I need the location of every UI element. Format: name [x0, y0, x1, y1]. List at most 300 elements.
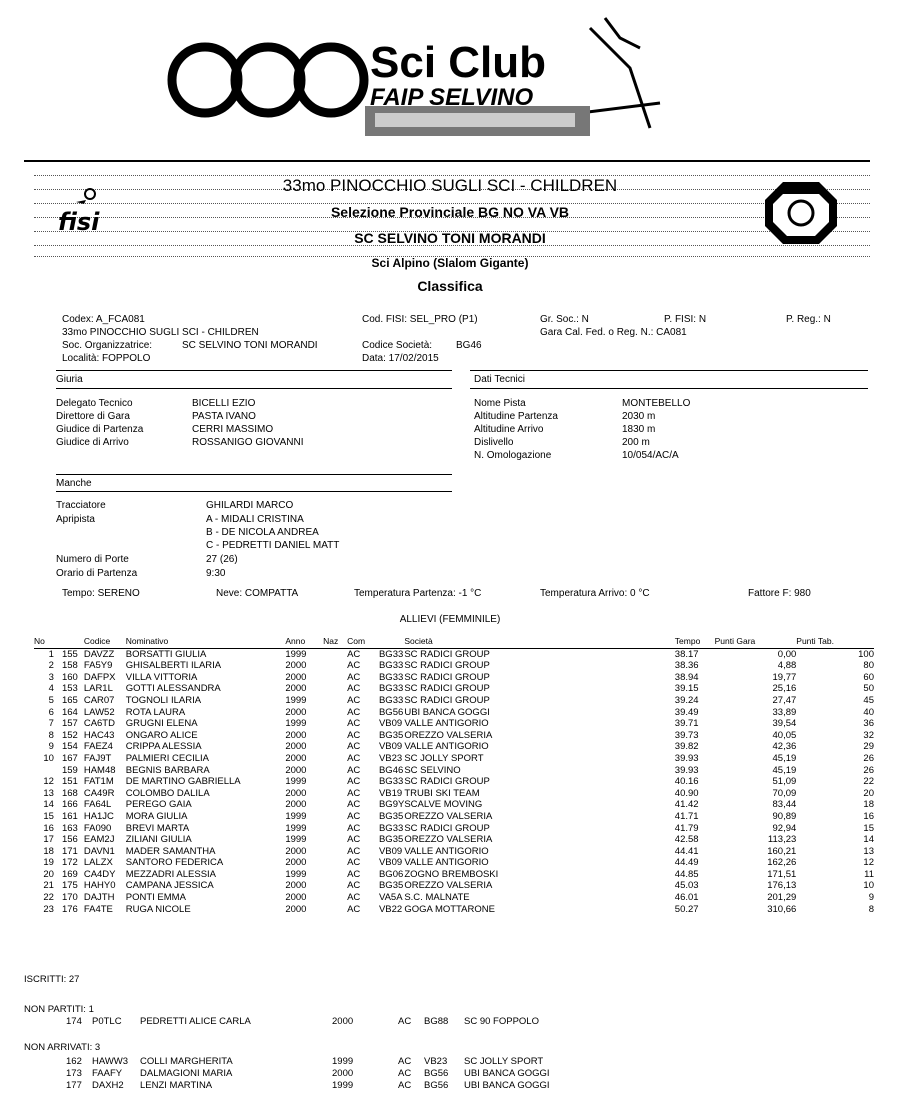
cell-bib: 157	[61, 718, 78, 730]
cell-bib: 158	[61, 660, 78, 672]
cell-com: AC	[347, 752, 361, 764]
cell-table-points: 26	[863, 764, 874, 776]
cell-year: 2000	[285, 880, 307, 892]
cell-code: FAJ9T	[83, 752, 112, 764]
cell-year: 1999	[285, 810, 307, 822]
section-rule	[56, 474, 452, 475]
cell-club-name: VALLE ANTIGORIO	[404, 718, 489, 730]
cell-bib: 170	[61, 892, 78, 904]
section-rule	[56, 388, 452, 389]
cell-club-name: OREZZO VALSERIA	[404, 729, 493, 741]
cell-club-name: S.C. MALNATE	[404, 892, 470, 904]
cell-time: 44.85	[674, 868, 699, 880]
cell-race-points: 33,89	[772, 706, 797, 718]
cell-year: 2000	[285, 787, 307, 799]
cell-naz	[323, 741, 347, 753]
cell-club-name: SC JOLLY SPORT	[464, 1056, 544, 1067]
cell-time: 41.79	[674, 822, 699, 834]
cell-code: FAT1M	[83, 776, 114, 788]
cell-code: CA4DY	[83, 868, 116, 880]
cell-code: FA64L	[83, 799, 112, 811]
temp-arrivo: Temperatura Arrivo: 0 °C	[540, 588, 650, 599]
cell-rank: 1	[48, 648, 54, 660]
cell-club-code: BG33	[378, 822, 404, 834]
dati-value: 2030 m	[622, 411, 656, 422]
non-partiti-title: NON PARTITI: 1	[24, 1004, 94, 1015]
cell-time: 46.01	[674, 892, 699, 904]
cell-rank: 12	[43, 776, 54, 788]
cell-naz	[323, 730, 347, 742]
table-row	[34, 683, 874, 695]
cell-year: 2000	[285, 764, 307, 776]
cell-table-points: 22	[863, 776, 874, 788]
cell-code: CAR07	[83, 694, 115, 706]
tracciatore-value: GHILARDI MARCO	[206, 500, 294, 511]
cell-year: 2000	[285, 741, 307, 753]
col-nominativo: Nominativo	[126, 636, 286, 648]
cell-table-points: 100	[858, 648, 874, 660]
cell-naz	[323, 857, 347, 869]
cell-race-points: 39,54	[772, 718, 797, 730]
cell-year: 1999	[285, 822, 307, 834]
cell-club-code: BG35	[378, 810, 404, 822]
section-rule	[56, 491, 452, 492]
apripista-b: B - DE NICOLA ANDREA	[206, 527, 319, 538]
col-punti-tab: Punti Tab.	[796, 636, 874, 648]
cell-naz	[323, 846, 347, 858]
cell-code: CA49R	[83, 787, 115, 799]
event-title: 33mo PINOCCHIO SUGLI SCI - CHILDREN	[282, 176, 618, 195]
cell-name: DE MARTINO GABRIELLA	[125, 776, 241, 788]
non-arrivati-title: NON ARRIVATI: 3	[24, 1042, 101, 1053]
cell-race-points: 113,23	[767, 834, 797, 846]
cell-bib: 169	[61, 868, 78, 880]
giuria-label: Giudice di Partenza	[56, 424, 144, 435]
cell-com: AC	[347, 660, 361, 672]
cell-club-code: BG35	[378, 880, 404, 892]
cell-time: 38.36	[674, 660, 699, 672]
cell-club-code: BG46	[378, 764, 404, 776]
manche-title: Manche	[56, 478, 92, 489]
cell-com: AC	[347, 729, 361, 741]
results-table	[34, 636, 874, 915]
tempo: Tempo: SERENO	[62, 588, 140, 599]
cell-table-points: 8	[868, 903, 874, 915]
cell-code: FA4TE	[83, 903, 113, 915]
col-punti-gara: Punti Gara	[715, 636, 797, 648]
cell-race-points: 70,09	[772, 787, 797, 799]
table-row	[34, 857, 874, 869]
cell-naz	[323, 776, 347, 788]
codice-soc-label: Codice Società:	[362, 340, 433, 351]
cell-year: 2000	[285, 660, 307, 672]
cell-time: 41.42	[674, 799, 699, 811]
neve: Neve: COMPATTA	[216, 588, 299, 599]
cell-rank: 13	[43, 787, 54, 799]
cell-table-points: 40	[863, 706, 874, 718]
dati-value: 200 m	[622, 437, 650, 448]
cell-club-name: SC JOLLY SPORT	[404, 752, 484, 764]
cell-code: FA090	[83, 822, 112, 834]
cell-name: MORA GIULIA	[125, 810, 188, 822]
cell-race-points: 176,13	[767, 880, 797, 892]
col-societa: Società	[404, 636, 674, 648]
cell-race-points: 171,51	[767, 868, 797, 880]
cell-naz	[323, 788, 347, 800]
cell-code: DAJTH	[83, 892, 115, 904]
cell-naz	[323, 799, 347, 811]
cell-bib: 174	[66, 1016, 82, 1027]
porte-value: 27 (26)	[206, 554, 238, 565]
cell-naz	[323, 904, 347, 916]
cell-race-points: 0,00	[777, 648, 797, 660]
cell-time: 39.24	[674, 694, 699, 706]
fattore: Fattore F: 980	[748, 588, 811, 599]
cell-com: AC	[347, 834, 361, 846]
cell-club-code: VB23	[424, 1056, 448, 1067]
cell-club-code: BG56	[424, 1080, 449, 1091]
cell-name: BEGNIS BARBARA	[125, 764, 210, 776]
cell-club-name: VALLE ANTIGORIO	[404, 845, 489, 857]
club-subtitle: FAIP SELVINO	[370, 84, 534, 111]
cell-club-name: UBI BANCA GOGGI	[404, 706, 490, 718]
cell-club-code: BG56	[424, 1068, 449, 1079]
table-row	[34, 823, 874, 835]
cell-time: 39.82	[674, 741, 699, 753]
col-anno: Anno	[285, 636, 323, 648]
cell-com: AC	[347, 868, 361, 880]
cell-bib: 163	[61, 822, 78, 834]
cell-name: PEREGO GAIA	[125, 799, 192, 811]
cell-name: ROTA LAURA	[125, 706, 186, 718]
cell-name: PALMIERI CECILIA	[125, 752, 209, 764]
cell-code: HAC43	[83, 729, 115, 741]
cell-bib: 155	[61, 648, 78, 660]
soc-org-value: SC SELVINO TONI MORANDI	[182, 340, 318, 351]
cell-year: 2000	[285, 752, 307, 764]
col-no: No	[34, 636, 54, 648]
giuria-label: Direttore di Gara	[56, 411, 130, 422]
event-name: 33mo PINOCCHIO SUGLI SCI - CHILDREN	[62, 327, 259, 338]
section-rule	[56, 370, 452, 371]
cell-year: 1999	[285, 834, 307, 846]
apripista-label: Apripista	[56, 514, 95, 525]
header-rule	[24, 160, 870, 162]
table-row	[34, 672, 874, 684]
cell-code: DAVN1	[83, 845, 115, 857]
codice-soc-value: BG46	[456, 340, 482, 351]
cell-name: CAMPANA JESSICA	[125, 880, 214, 892]
cell-club-code: BG33	[378, 660, 404, 672]
cell-club-name: SC RADICI GROUP	[404, 648, 490, 660]
cell-club-code: VB09	[378, 857, 403, 869]
giuria-value: PASTA IVANO	[192, 411, 256, 422]
selection-title: Selezione Provinciale BG NO VA VB	[330, 204, 570, 220]
category-title: ALLIEVI (FEMMINILE)	[399, 614, 501, 625]
cell-club-code: BG56	[378, 706, 404, 718]
cell-code: LAW52	[83, 706, 115, 718]
table-row	[34, 695, 874, 707]
cell-club-code: BG88	[424, 1016, 449, 1027]
cell-com: AC	[347, 845, 361, 857]
cell-club-name: VALLE ANTIGORIO	[404, 857, 489, 869]
cell-race-points: 27,47	[772, 694, 797, 706]
cell-name: ZILIANI GIULIA	[125, 834, 192, 846]
soc-org-label: Soc. Organizzatrice:	[62, 340, 153, 351]
cell-name: VILLA VITTORIA	[125, 671, 198, 683]
cell-year: 1999	[285, 718, 307, 730]
cell-year: 2000	[285, 892, 307, 904]
cell-year: 2000	[332, 1068, 354, 1079]
location: Località: FOPPOLO	[62, 353, 151, 364]
cell-club-code: VB09	[378, 845, 403, 857]
cell-race-points: 40,05	[772, 729, 797, 741]
cell-bib: 159	[61, 764, 78, 776]
dati-tecnici-title: Dati Tecnici	[474, 374, 525, 385]
col-com: Com	[347, 636, 379, 648]
cell-rank: 9	[48, 741, 54, 753]
cell-code: HAWW3	[92, 1056, 129, 1067]
cell-time: 45.03	[674, 880, 699, 892]
cell-com: AC	[347, 648, 361, 660]
cell-code: DAFPX	[83, 671, 116, 683]
cell-rank: 22	[43, 892, 54, 904]
codex: Codex: A_FCA081	[62, 314, 145, 325]
dati-value: 1830 m	[622, 424, 656, 435]
cell-com: AC	[347, 903, 361, 915]
cell-com: AC	[347, 892, 361, 904]
col-naz: Naz	[323, 636, 347, 648]
cell-name: COLOMBO DALILA	[125, 787, 210, 799]
cell-rank: 16	[43, 822, 54, 834]
cell-rank: 17	[43, 834, 54, 846]
cell-bib: 164	[61, 706, 78, 718]
cell-time: 44.49	[674, 857, 699, 869]
cell-bib: 153	[61, 683, 78, 695]
cell-naz	[323, 660, 347, 672]
cell-club-name: SC RADICI GROUP	[404, 671, 490, 683]
giuria-label: Giudice di Arrivo	[56, 437, 129, 448]
cell-time: 39.93	[674, 752, 699, 764]
cell-bib: 171	[61, 845, 78, 857]
table-row	[34, 730, 874, 742]
cell-name: GOTTI ALESSANDRA	[125, 683, 221, 695]
cell-rank: 19	[43, 857, 54, 869]
cell-name: PEDRETTI ALICE CARLA	[140, 1016, 251, 1027]
cell-race-points: 45,19	[772, 764, 797, 776]
cell-club-code: VA5A	[378, 892, 403, 904]
cell-club-name: TRUBI SKI TEAM	[404, 787, 480, 799]
cell-rank: 15	[43, 810, 54, 822]
section-rule	[470, 388, 868, 389]
cell-club-name: UBI BANCA GOGGI	[464, 1080, 550, 1091]
cell-naz	[323, 648, 347, 660]
cell-com: AC	[398, 1016, 412, 1027]
cell-naz	[323, 718, 347, 730]
cell-bib: 172	[61, 857, 78, 869]
cell-club-code: BG33	[378, 683, 404, 695]
col-tempo: Tempo	[675, 636, 715, 648]
p-fisi: P. FISI: N	[664, 314, 707, 325]
cell-rank: 18	[43, 845, 54, 857]
cell-com: AC	[347, 764, 361, 776]
cell-naz	[323, 683, 347, 695]
cell-time: 50.27	[674, 903, 699, 915]
cell-rank: 6	[48, 706, 54, 718]
cell-race-points: 51,09	[772, 776, 797, 788]
cell-time: 42.58	[674, 834, 699, 846]
giuria-title: Giuria	[56, 374, 83, 385]
cell-year: 2000	[285, 903, 307, 915]
table-row	[34, 892, 874, 904]
cell-club-name: SC RADICI GROUP	[404, 683, 490, 695]
cell-naz	[323, 707, 347, 719]
cell-code: DAVZZ	[83, 648, 115, 660]
cell-table-points: 60	[863, 671, 874, 683]
cell-bib: 167	[61, 752, 78, 764]
cell-name: LENZI MARTINA	[140, 1080, 213, 1091]
cell-time: 39.49	[674, 706, 699, 718]
cell-com: AC	[347, 799, 361, 811]
cell-code: EAM2J	[83, 834, 115, 846]
cell-race-points: 45,19	[772, 752, 797, 764]
dati-label: N. Omologazione	[474, 450, 552, 461]
cell-table-points: 80	[863, 660, 874, 672]
table-row	[34, 660, 874, 672]
cell-com: AC	[347, 741, 361, 753]
cell-com: AC	[347, 787, 361, 799]
gara-cal: Gara Cal. Fed. o Reg. N.: CA081	[540, 327, 687, 338]
cell-race-points: 90,89	[772, 810, 797, 822]
cell-com: AC	[347, 706, 361, 718]
cell-code: DAXH2	[92, 1080, 124, 1091]
cell-club-code: BG9Y	[378, 799, 405, 811]
cell-table-points: 13	[863, 845, 874, 857]
cell-name: BORSATTI GIULIA	[125, 648, 207, 660]
cell-bib: 176	[61, 903, 78, 915]
cell-code: HA1JC	[83, 810, 114, 822]
dati-label: Altitudine Partenza	[474, 411, 558, 422]
table-row	[34, 799, 874, 811]
gr-soc: Gr. Soc.: N	[540, 314, 589, 325]
table-row	[34, 776, 874, 788]
cell-club-code: BG35	[378, 729, 404, 741]
cell-com: AC	[398, 1080, 412, 1091]
cell-name: DALMAGIONI MARIA	[140, 1068, 233, 1079]
cell-rank: 7	[48, 718, 54, 730]
date: Data: 17/02/2015	[362, 353, 439, 364]
cell-naz	[323, 672, 347, 684]
cell-com: AC	[347, 857, 361, 869]
apripista-c: C - PEDRETTI DANIEL MATT	[206, 540, 340, 551]
cell-com: AC	[347, 683, 361, 695]
cell-name: SANTORO FEDERICA	[125, 857, 224, 869]
cell-naz	[323, 869, 347, 881]
cod-fisi: Cod. FISI: SEL_PRO (P1)	[362, 314, 478, 325]
cell-com: AC	[398, 1056, 412, 1067]
cell-race-points: 92,94	[772, 822, 797, 834]
cell-club-name: ZOGNO BREMBOSKI	[404, 868, 499, 880]
table-row	[34, 811, 874, 823]
cell-com: AC	[347, 822, 361, 834]
cell-code: FAEZ4	[83, 741, 113, 753]
orario-label: Orario di Partenza	[56, 568, 138, 579]
cell-table-points: 32	[863, 729, 874, 741]
giuria-value: CERRI MASSIMO	[192, 424, 274, 435]
cell-table-points: 20	[863, 787, 874, 799]
temp-partenza: Temperatura Partenza: -1 °C	[354, 588, 482, 599]
dati-label: Dislivello	[474, 437, 514, 448]
cell-code: P0TLC	[92, 1016, 122, 1027]
cell-table-points: 50	[863, 683, 874, 695]
dati-label: Nome Pista	[474, 398, 526, 409]
discipline-title: Sci Alpino (Slalom Gigante)	[371, 256, 529, 270]
cell-club-code: BG35	[378, 834, 404, 846]
cell-club-code: VB09	[378, 718, 403, 730]
cell-club-name: SC RADICI GROUP	[404, 822, 490, 834]
cell-rank: 10	[43, 752, 54, 764]
cell-table-points: 45	[863, 694, 874, 706]
cell-rank: 14	[43, 799, 54, 811]
cell-club-code: BG33	[378, 776, 404, 788]
col-codice: Codice	[84, 636, 126, 648]
cell-time: 39.15	[674, 683, 699, 695]
cell-year: 2000	[285, 671, 307, 683]
cell-name: RUGA NICOLE	[125, 903, 191, 915]
cell-table-points: 18	[863, 799, 874, 811]
cell-name: PONTI EMMA	[125, 892, 186, 904]
cell-time: 38.94	[674, 671, 699, 683]
cell-naz	[323, 811, 347, 823]
cell-club-name: OREZZO VALSERIA	[404, 834, 493, 846]
table-row	[34, 718, 874, 730]
cell-rank: 2	[48, 660, 54, 672]
cell-race-points: 83,44	[772, 799, 797, 811]
p-reg: P. Reg.: N	[786, 314, 831, 325]
cell-year: 2000	[285, 799, 307, 811]
section-rule	[470, 370, 868, 371]
apripista-a: A - MIDALI CRISTINA	[206, 514, 304, 525]
cell-club-name: OREZZO VALSERIA	[404, 880, 493, 892]
cell-race-points: 4,88	[777, 660, 797, 672]
cell-race-points: 310,66	[767, 903, 797, 915]
table-row	[34, 648, 874, 660]
cell-com: AC	[347, 776, 361, 788]
club-title: Sci Club	[370, 38, 547, 87]
cell-code: FA5Y9	[83, 660, 113, 672]
cell-table-points: 26	[863, 752, 874, 764]
cell-table-points: 11	[864, 868, 874, 880]
cell-naz	[323, 695, 347, 707]
cell-table-points: 36	[863, 718, 874, 730]
cell-year: 1999	[285, 776, 307, 788]
cell-club-name: SC 90 FOPPOLO	[464, 1016, 539, 1027]
cell-club-name: SC SELVINO	[404, 764, 461, 776]
cell-naz	[323, 765, 347, 777]
giuria-value: BICELLI EZIO	[192, 398, 256, 409]
cell-bib: 151	[61, 776, 78, 788]
cell-club-name: OREZZO VALSERIA	[404, 810, 493, 822]
cell-time: 39.93	[674, 764, 699, 776]
cell-rank: 5	[48, 694, 54, 706]
cell-club-name: GOGA MOTTARONE	[404, 903, 495, 915]
cell-club-name: SC RADICI GROUP	[404, 660, 490, 672]
cell-name: TOGNOLI ILARIA	[125, 694, 202, 706]
table-row	[34, 834, 874, 846]
iscritti: ISCRITTI: 27	[24, 974, 80, 985]
table-row	[34, 846, 874, 858]
cell-bib: 175	[61, 880, 78, 892]
